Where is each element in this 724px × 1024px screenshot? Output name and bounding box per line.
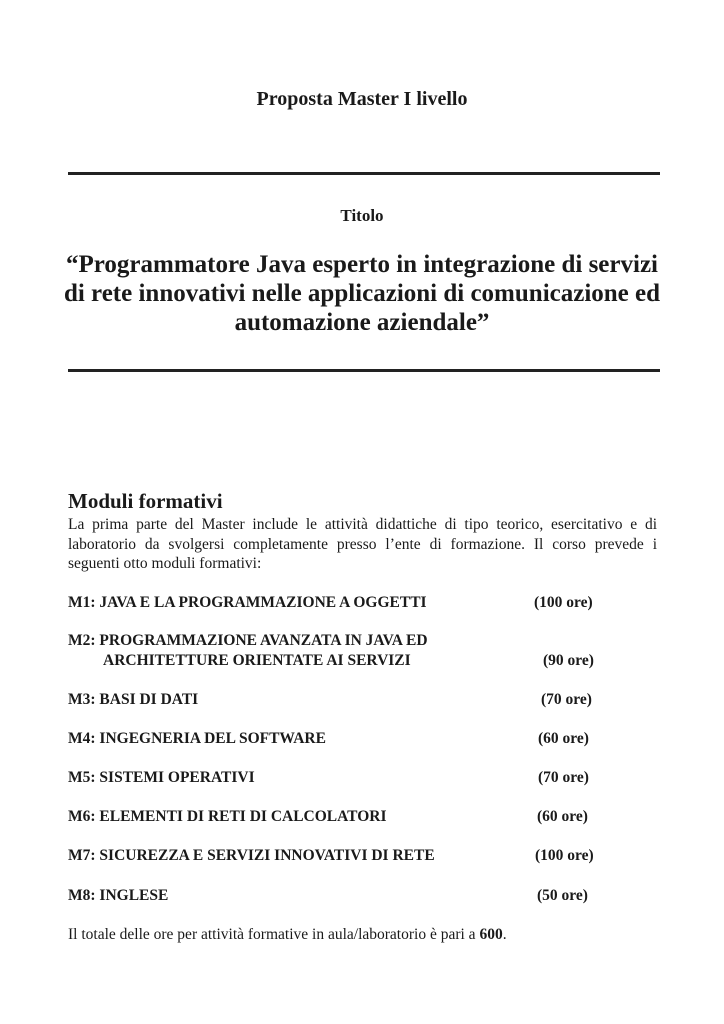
module-name: M4: INGEGNERIA DEL SOFTWARE xyxy=(68,730,326,747)
module-m3 xyxy=(68,690,608,710)
module-m8 xyxy=(68,886,608,906)
title-label: Titolo xyxy=(340,206,384,225)
module-hours: (70 ore) xyxy=(538,769,589,786)
document-header: Proposta Master I livello xyxy=(256,88,468,110)
master-title-line-3: automazione aziendale” xyxy=(234,309,490,336)
section-heading: Moduli formativi xyxy=(68,489,223,513)
module-name: M1: JAVA E LA PROGRAMMAZIONE A OGGETTI xyxy=(68,594,427,611)
module-m4 xyxy=(68,729,608,749)
module-m2 xyxy=(68,631,608,671)
module-name: M8: INGLESE xyxy=(68,887,169,904)
module-name: M6: ELEMENTI DI RETI DI CALCOLATORI xyxy=(68,808,387,825)
module-name: M7: SICUREZZA E SERVIZI INNOVATIVI DI RETE xyxy=(68,847,435,864)
total-text: Il totale delle ore per attività formative in aula/laboratorio è pari a xyxy=(68,926,480,943)
total-hours-value: 600 xyxy=(479,926,503,943)
module-m7 xyxy=(68,846,608,866)
module-hours: (90 ore) xyxy=(543,652,594,669)
module-hours: (100 ore) xyxy=(535,847,594,864)
master-title xyxy=(60,250,664,337)
module-m5 xyxy=(68,768,608,788)
master-title-line-2: di rete innovativi nelle applicazioni di comunicazione ed xyxy=(63,280,661,307)
total-end: . xyxy=(502,926,507,943)
module-hours: (50 ore) xyxy=(537,887,588,904)
module-hours: (60 ore) xyxy=(537,808,588,825)
module-m1 xyxy=(68,593,608,613)
master-title-line-1: “Programmatore Java esperto in integrazione di servizi xyxy=(66,251,658,278)
module-name-continued: ARCHITETTURE ORIENTATE AI SERVIZI xyxy=(103,652,411,669)
module-m6 xyxy=(68,807,608,827)
module-name: M3: BASI DI DATI xyxy=(68,691,199,708)
intro-paragraph: La prima parte del Master include le attività didattiche di tipo teorico, esercitativo e di laboratorio da svolgersi completamente presso l’ente di formazione. Il corso prevede i seguenti otto moduli formativi: xyxy=(68,516,657,572)
module-hours: (60 ore) xyxy=(538,730,589,747)
module-name: M2: PROGRAMMAZIONE AVANZATA IN JAVA ED xyxy=(68,632,428,649)
top-divider xyxy=(68,172,660,175)
module-hours: (100 ore) xyxy=(534,594,593,611)
total-hours-sentence xyxy=(68,926,507,944)
bottom-divider xyxy=(68,369,660,372)
module-hours: (70 ore) xyxy=(541,691,592,708)
module-name: M5: SISTEMI OPERATIVI xyxy=(68,769,255,786)
